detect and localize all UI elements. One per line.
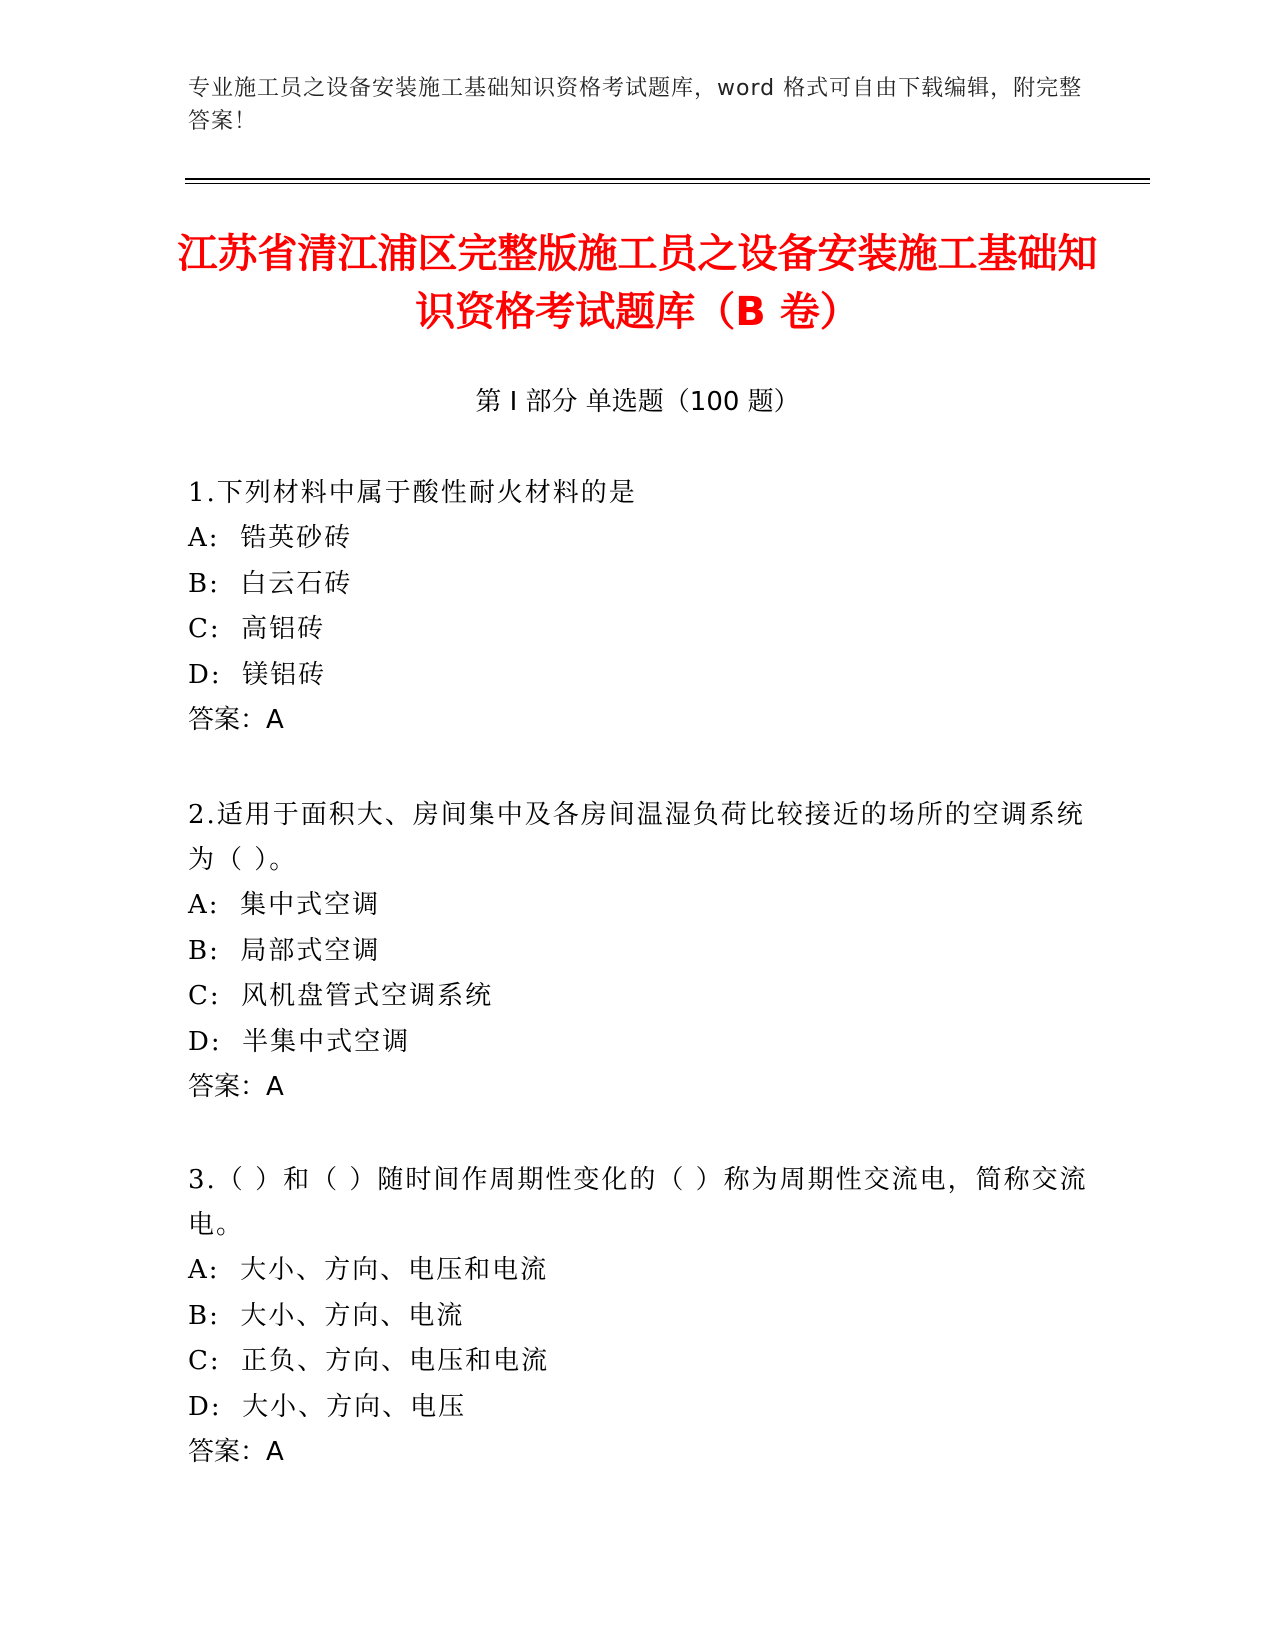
question-1: [188, 471, 1088, 744]
option-c: C: 正负、方向、电压和电流: [188, 1346, 550, 1376]
answer: 答案：A: [188, 705, 284, 735]
option-d: D: 大小、方向、电压: [188, 1391, 467, 1422]
question-2: [188, 793, 1088, 1111]
answer: 答案：A: [188, 1072, 284, 1102]
option-a: A: 锆英砂砖: [188, 523, 353, 553]
answer: 答案：A: [188, 1437, 284, 1467]
header-rule-thin: [185, 183, 1150, 184]
option-b: B: 局部式空调: [188, 935, 381, 966]
question-stem: 1.下列材料中属于酸性耐火材料的是: [188, 478, 637, 508]
option-d: D: 镁铝砖: [188, 659, 327, 690]
option-c: C: 高铝砖: [188, 614, 326, 644]
option-c: C: 风机盘管式空调系统: [188, 981, 494, 1011]
header-rule-thick: [185, 178, 1150, 180]
option-d: D: 半集中式空调: [188, 1026, 411, 1057]
option-a: A: 集中式空调: [188, 890, 381, 920]
section-heading: 第 I 部分 单选题（100 题）: [475, 387, 800, 417]
option-a: A: 大小、方向、电压和电流: [188, 1255, 549, 1285]
option-b: B: 白云石砖: [188, 568, 353, 599]
question-stem: 2.适用于面积大、房间集中及各房间温湿负荷比较接近的场所的空调系统为（ ）。: [188, 800, 1085, 875]
question-3: [188, 1158, 1088, 1476]
document-title: 江苏省清江浦区完整版施工员之设备安装施工基础知识资格考试题库（B 卷）: [177, 231, 1098, 335]
question-stem: 3.（ ）和（ ）随时间作周期性变化的（ ）称为周期性交流电，简称交流电。: [188, 1165, 1088, 1240]
option-b: B: 大小、方向、电流: [188, 1300, 465, 1331]
header-note: 专业施工员之设备安装施工基础知识资格考试题库，word 格式可自由下载编辑，附完整答案！: [188, 76, 1083, 134]
